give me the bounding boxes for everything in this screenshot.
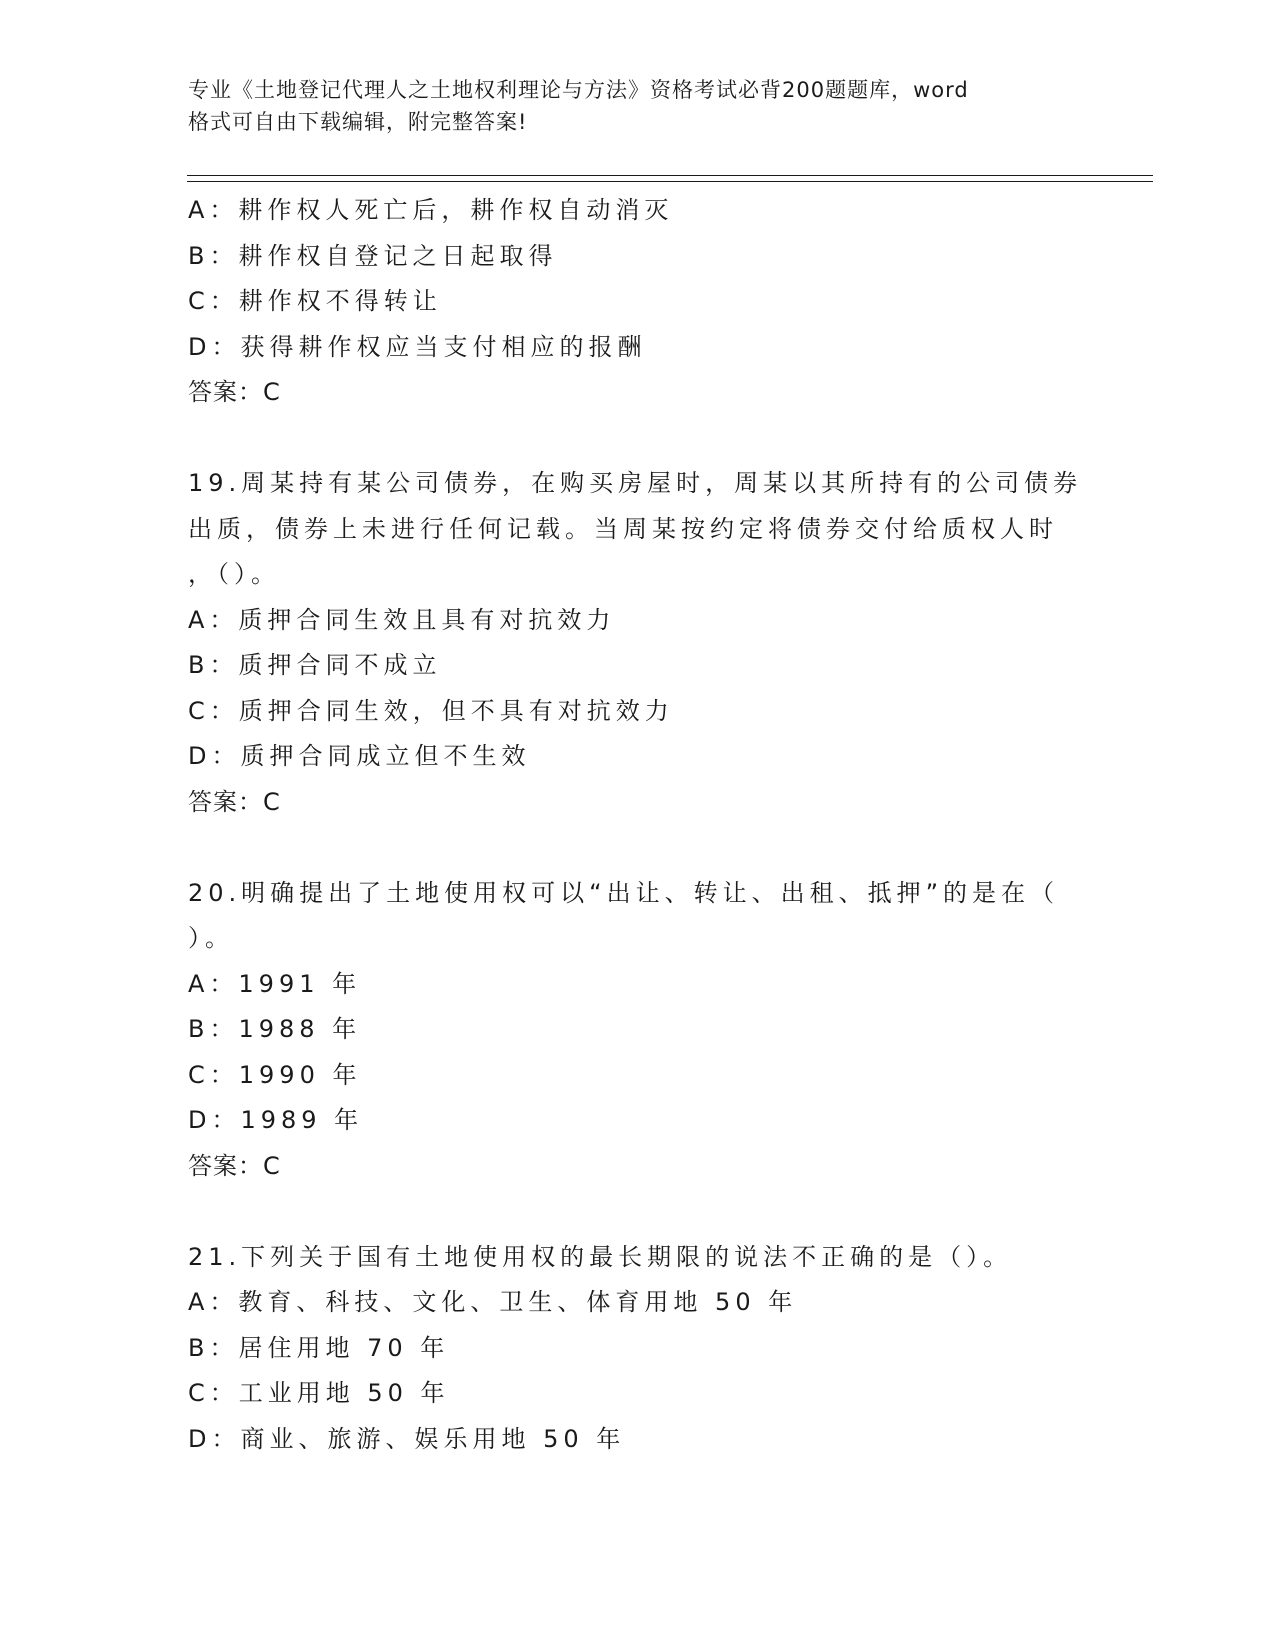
spacer	[188, 1189, 1088, 1235]
question-stem-line: 21.下列关于国有土地使用权的最长期限的说法不正确的是（）。	[188, 1242, 1013, 1271]
question-stem-line: 19.周某持有某公司债券，在购买房屋时，周某以其所持有的公司债券	[188, 469, 1083, 497]
question-list	[188, 188, 1088, 1462]
header-title-line-2: 格式可自由下载编辑，附完整答案!	[188, 110, 528, 134]
header-rule-bottom	[187, 181, 1153, 182]
question-stem-line: ，（）。	[188, 560, 280, 588]
option-b: B：居住用地 70 年	[188, 1333, 450, 1362]
question-stem-line: 出质，债券上未进行任何记载。当周某按约定将债券交付给质权人时	[188, 514, 1058, 543]
option-c: C：1990 年	[188, 1060, 362, 1089]
spacer	[188, 825, 1088, 871]
question-stem-line: 20.明确提出了土地使用权可以“出让、转让、出租、抵押”的是在（	[188, 878, 1060, 907]
question-19	[188, 461, 1088, 825]
option-d: D：质押合同成立但不生效	[188, 742, 531, 770]
option-a: A：质押合同生效且具有对抗效力	[188, 605, 616, 634]
question-21	[188, 1235, 1088, 1463]
option-a: A：耕作权人死亡后，耕作权自动消灭	[188, 196, 674, 224]
spacer	[188, 416, 1088, 462]
option-b: B：1988 年	[188, 1015, 362, 1043]
answer-line: 答案：C	[188, 787, 281, 816]
option-c: C：耕作权不得转让	[188, 287, 442, 315]
question-stem-line: ）。	[188, 924, 234, 952]
answer-line: 答案：C	[188, 1151, 281, 1180]
question-20	[188, 871, 1088, 1190]
option-c: C：质押合同生效，但不具有对抗效力	[188, 696, 674, 725]
answer-line: 答案：C	[188, 378, 281, 406]
question-18	[188, 188, 1088, 416]
header-rule-top	[187, 175, 1153, 176]
option-c: C：工业用地 50 年	[188, 1379, 450, 1407]
option-a: A：1991 年	[188, 969, 362, 998]
option-a: A：教育、科技、文化、卫生、体育用地 50 年	[188, 1288, 798, 1316]
header-title-line-1: 专业《土地登记代理人之土地权利理论与方法》资格考试必背200题题库，word	[188, 78, 969, 102]
option-b: B：耕作权自登记之日起取得	[188, 241, 558, 270]
document-header	[188, 74, 1068, 138]
option-b: B：质押合同不成立	[188, 651, 442, 679]
option-d: D：获得耕作权应当支付相应的报酬	[188, 332, 647, 361]
option-d: D：商业、旅游、娱乐用地 50 年	[188, 1424, 626, 1453]
option-d: D：1989 年	[188, 1106, 364, 1134]
